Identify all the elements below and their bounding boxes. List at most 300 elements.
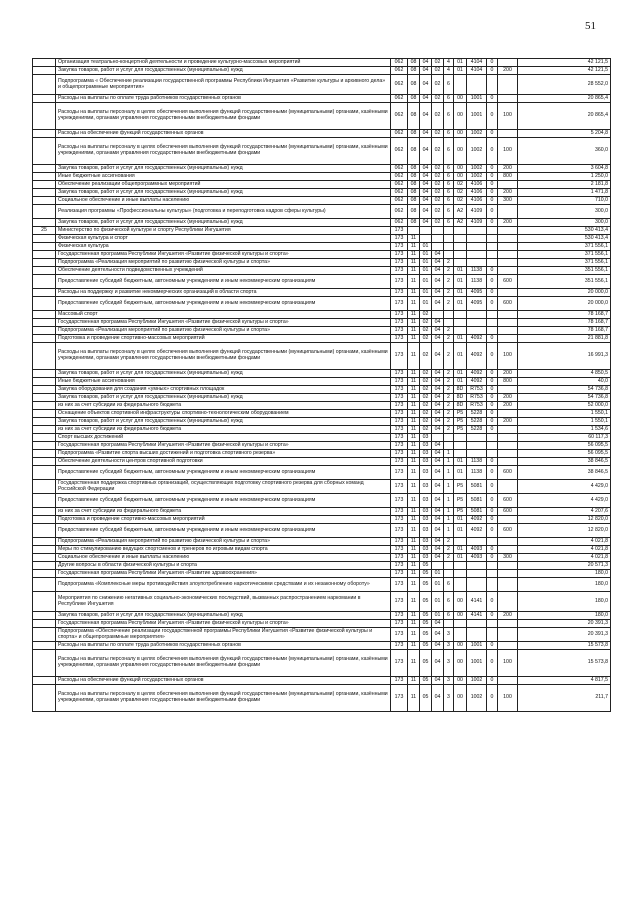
- section-code-cell: 08: [408, 75, 420, 95]
- expense-name-cell: Спорт высших достижений: [56, 434, 391, 442]
- event-code-cell: 00: [454, 173, 467, 181]
- subsection-code-cell: 05: [420, 642, 432, 650]
- subsection-code-cell: 03: [420, 508, 432, 516]
- amount-cell: 2 181,8: [518, 181, 611, 189]
- expense-name-cell: Другие вопросы в области физической культуры и спорта: [56, 562, 391, 570]
- section-code-cell: 11: [408, 538, 420, 546]
- section-code-cell: 11: [408, 628, 420, 642]
- grbs-code-cell: 173: [391, 335, 408, 343]
- direction-code-cell: [467, 628, 487, 642]
- amount-cell: 530 413,4: [518, 235, 611, 243]
- grbs-code-cell: 173: [391, 612, 408, 620]
- extra-code-cell: 0: [487, 138, 498, 165]
- section-code-cell: 11: [408, 516, 420, 524]
- amount-cell: 300,0: [518, 219, 611, 227]
- expense-name-cell: Государственная программа Республики Ингушетия «Развитие физической культуры и спорта»: [56, 620, 391, 628]
- row-number-cell: [33, 243, 56, 251]
- grbs-code-cell: 173: [391, 235, 408, 243]
- direction-code-cell: 1001: [467, 95, 487, 103]
- subsection-code-cell: 04: [420, 103, 432, 130]
- grbs-code-cell: 062: [391, 130, 408, 138]
- expense-type-cell: [498, 327, 518, 335]
- direction-code-cell: 4109: [467, 205, 487, 219]
- expense-name-cell: Меры по стимулированию ведущих спортсменов и тренеров по игровым видам спорта: [56, 546, 391, 554]
- direction-code-cell: 1002: [467, 165, 487, 173]
- section-code-cell: 11: [408, 267, 420, 275]
- section-code-cell: 08: [408, 173, 420, 181]
- table-row: [33, 197, 611, 205]
- section-code-cell: 11: [408, 508, 420, 516]
- row-number-cell: [33, 450, 56, 458]
- direction-code-cell: 4092: [467, 378, 487, 386]
- expense-type-cell: [498, 386, 518, 394]
- section-code-cell: 11: [408, 386, 420, 394]
- program-code-cell: 04: [432, 546, 444, 554]
- budget-table: [32, 58, 611, 712]
- grbs-code-cell: 173: [391, 319, 408, 327]
- expense-name-cell: Предоставление субсидий бюджетным, автономным учреждениям и иным некоммерческим организациям: [56, 524, 391, 538]
- direction-code-cell: [467, 251, 487, 259]
- grbs-code-cell: 062: [391, 189, 408, 197]
- amount-cell: 28 552,0: [518, 75, 611, 95]
- section-code-cell: 11: [408, 620, 420, 628]
- extra-code-cell: 0: [487, 650, 498, 677]
- direction-code-cell: 1138: [467, 267, 487, 275]
- amount-cell: 20 000,0: [518, 297, 611, 311]
- section-code-cell: 11: [408, 426, 420, 434]
- subsection-code-cell: 03: [420, 524, 432, 538]
- extra-code-cell: 0: [487, 103, 498, 130]
- section-code-cell: 11: [408, 251, 420, 259]
- table-row: [33, 235, 611, 243]
- event-code-cell: 00: [454, 592, 467, 612]
- grbs-code-cell: 173: [391, 289, 408, 297]
- section-code-cell: 08: [408, 138, 420, 165]
- grbs-code-cell: 173: [391, 650, 408, 677]
- grbs-code-cell: 173: [391, 259, 408, 267]
- amount-cell: 5 204,8: [518, 130, 611, 138]
- subsection-code-cell: 02: [420, 386, 432, 394]
- extra-code-cell: 0: [487, 494, 498, 508]
- program-code-cell: 02: [432, 197, 444, 205]
- row-number-cell: [33, 546, 56, 554]
- extra-code-cell: [487, 319, 498, 327]
- grbs-code-cell: 173: [391, 275, 408, 289]
- expense-name-cell: Государственная программа Республики Ингушетия «Развитие физической культуры и спорта»: [56, 442, 391, 450]
- event-code-cell: 01: [454, 289, 467, 297]
- program-code-cell: 04: [432, 343, 444, 370]
- subprogram-code-cell: 6: [444, 189, 454, 197]
- direction-code-cell: 5228: [467, 418, 487, 426]
- program-code-cell: 04: [432, 275, 444, 289]
- section-code-cell: 11: [408, 592, 420, 612]
- program-code-cell: 04: [432, 394, 444, 402]
- section-code-cell: 11: [408, 289, 420, 297]
- row-number-cell: [33, 327, 56, 335]
- extra-code-cell: 0: [487, 546, 498, 554]
- amount-cell: 78 168,7: [518, 327, 611, 335]
- section-code-cell: 11: [408, 546, 420, 554]
- direction-code-cell: 4109: [467, 219, 487, 227]
- row-number-cell: [33, 442, 56, 450]
- subprogram-code-cell: 1: [444, 458, 454, 466]
- grbs-code-cell: 173: [391, 426, 408, 434]
- expense-type-cell: [498, 546, 518, 554]
- direction-code-cell: 4106: [467, 189, 487, 197]
- direction-code-cell: 1001: [467, 650, 487, 677]
- event-code-cell: A2: [454, 205, 467, 219]
- subsection-code-cell: 02: [420, 402, 432, 410]
- program-code-cell: 04: [432, 458, 444, 466]
- direction-code-cell: [467, 434, 487, 442]
- subprogram-code-cell: 2: [444, 378, 454, 386]
- program-code-cell: 04: [432, 386, 444, 394]
- event-code-cell: 02: [454, 197, 467, 205]
- expense-name-cell: Подготовка и проведение спортивно-массовых мероприятий: [56, 516, 391, 524]
- direction-code-cell: 1001: [467, 103, 487, 130]
- expense-name-cell: Расходы на выплаты по оплате труда работников государственных органов: [56, 642, 391, 650]
- direction-code-cell: 5081: [467, 494, 487, 508]
- expense-name-cell: Массовый спорт: [56, 311, 391, 319]
- expense-type-cell: [498, 434, 518, 442]
- expense-type-cell: 600: [498, 297, 518, 311]
- subsection-code-cell: 04: [420, 130, 432, 138]
- subsection-code-cell: 03: [420, 554, 432, 562]
- expense-name-cell: Физическая культура и спорт: [56, 235, 391, 243]
- expense-type-cell: 200: [498, 67, 518, 75]
- extra-code-cell: [487, 75, 498, 95]
- subsection-code-cell: 02: [420, 378, 432, 386]
- amount-cell: 4 429,0: [518, 494, 611, 508]
- subprogram-code-cell: 2: [444, 259, 454, 267]
- program-code-cell: 04: [432, 508, 444, 516]
- expense-type-cell: 600: [498, 275, 518, 289]
- expense-type-cell: [498, 75, 518, 95]
- program-code-cell: 04: [432, 524, 444, 538]
- subsection-code-cell: 05: [420, 570, 432, 578]
- program-code-cell: 04: [432, 410, 444, 418]
- grbs-code-cell: 173: [391, 578, 408, 592]
- row-number-cell: [33, 103, 56, 130]
- event-code-cell: 02: [454, 189, 467, 197]
- expense-type-cell: [498, 628, 518, 642]
- program-code-cell: [432, 311, 444, 319]
- subprogram-code-cell: 6: [444, 103, 454, 130]
- direction-code-cell: [467, 450, 487, 458]
- section-code-cell: 11: [408, 335, 420, 343]
- grbs-code-cell: 173: [391, 494, 408, 508]
- subsection-code-cell: 03: [420, 466, 432, 480]
- subsection-code-cell: 02: [420, 343, 432, 370]
- subprogram-code-cell: [444, 243, 454, 251]
- row-number-cell: [33, 642, 56, 650]
- subsection-code-cell: 02: [420, 410, 432, 418]
- program-code-cell: 04: [432, 319, 444, 327]
- subsection-code-cell: [420, 227, 432, 235]
- section-code-cell: 11: [408, 685, 420, 712]
- row-number-cell: [33, 197, 56, 205]
- subsection-code-cell: 04: [420, 75, 432, 95]
- subsection-code-cell: 04: [420, 59, 432, 67]
- expense-name-cell: Реализация программы «Профессиональны культуры» (подготовка и переподготовка кадров сферы культуры): [56, 205, 391, 219]
- subsection-code-cell: 02: [420, 335, 432, 343]
- direction-code-cell: 5081: [467, 480, 487, 494]
- program-code-cell: 04: [432, 327, 444, 335]
- expense-name-cell: Подпрограмма «Реализация мероприятий по развитию физической культуры и спорта»: [56, 538, 391, 546]
- expense-type-cell: 100: [498, 685, 518, 712]
- program-code-cell: 04: [432, 494, 444, 508]
- expense-type-cell: [498, 243, 518, 251]
- expense-name-cell: Предоставление субсидий бюджетным, автономным учреждениям и иным некоммерческим организациям: [56, 297, 391, 311]
- expense-type-cell: [498, 181, 518, 189]
- subprogram-code-cell: 2: [444, 297, 454, 311]
- expense-name-cell: Закупка товаров, работ и услуг для государственных (муниципальных) нужд: [56, 189, 391, 197]
- table-row: [33, 243, 611, 251]
- direction-code-cell: [467, 259, 487, 267]
- amount-cell: 60 117,3: [518, 434, 611, 442]
- event-code-cell: P5: [454, 508, 467, 516]
- expense-type-cell: 200: [498, 394, 518, 402]
- extra-code-cell: 0: [487, 335, 498, 343]
- subprogram-code-cell: 6: [444, 205, 454, 219]
- section-code-cell: 08: [408, 67, 420, 75]
- expense-type-cell: [498, 289, 518, 297]
- extra-code-cell: 0: [487, 289, 498, 297]
- direction-code-cell: [467, 235, 487, 243]
- subsection-code-cell: 03: [420, 494, 432, 508]
- amount-cell: 21 881,8: [518, 335, 611, 343]
- expense-name-cell: Закупка товаров, работ и услуг для государственных (муниципальных) нужд: [56, 219, 391, 227]
- extra-code-cell: 0: [487, 95, 498, 103]
- budget-table-body: [33, 59, 611, 712]
- event-code-cell: [454, 450, 467, 458]
- table-row: [33, 343, 611, 370]
- program-code-cell: [432, 235, 444, 243]
- section-code-cell: 11: [408, 494, 420, 508]
- grbs-code-cell: 173: [391, 516, 408, 524]
- expense-type-cell: 600: [498, 494, 518, 508]
- program-code-cell: 04: [432, 685, 444, 712]
- amount-cell: 180,0: [518, 592, 611, 612]
- program-code-cell: [432, 434, 444, 442]
- event-code-cell: 00: [454, 95, 467, 103]
- program-code-cell: 02: [432, 219, 444, 227]
- amount-cell: 38 846,5: [518, 458, 611, 466]
- extra-code-cell: [487, 562, 498, 570]
- amount-cell: 12 820,0: [518, 516, 611, 524]
- section-code-cell: 11: [408, 612, 420, 620]
- grbs-code-cell: 173: [391, 450, 408, 458]
- program-code-cell: 04: [432, 259, 444, 267]
- extra-code-cell: 0: [487, 219, 498, 227]
- section-code-cell: 11: [408, 327, 420, 335]
- expense-type-cell: [498, 642, 518, 650]
- event-code-cell: 01: [454, 378, 467, 386]
- section-code-cell: 11: [408, 394, 420, 402]
- table-row: [33, 516, 611, 524]
- table-row: [33, 426, 611, 434]
- subprogram-code-cell: 6: [444, 181, 454, 189]
- subprogram-code-cell: [444, 251, 454, 259]
- event-code-cell: 01: [454, 335, 467, 343]
- event-code-cell: [454, 562, 467, 570]
- expense-name-cell: из них за счет субсидии из федерального бюджета: [56, 426, 391, 434]
- event-code-cell: 01: [454, 524, 467, 538]
- expense-type-cell: 200: [498, 189, 518, 197]
- table-row: [33, 554, 611, 562]
- amount-cell: 15 573,8: [518, 642, 611, 650]
- table-row: [33, 685, 611, 712]
- expense-name-cell: Государственная программа Республики Ингушетия «Развитие физической культуры и спорта»: [56, 251, 391, 259]
- subprogram-code-cell: 2: [444, 343, 454, 370]
- subsection-code-cell: 04: [420, 197, 432, 205]
- row-number-cell: [33, 181, 56, 189]
- expense-type-cell: 100: [498, 103, 518, 130]
- grbs-code-cell: 173: [391, 251, 408, 259]
- event-code-cell: 8D: [454, 402, 467, 410]
- expense-name-cell: Закупка товаров, работ и услуг для государственных (муниципальных) нужд: [56, 165, 391, 173]
- direction-code-cell: [467, 578, 487, 592]
- amount-cell: 1 550,1: [518, 410, 611, 418]
- program-code-cell: 04: [432, 289, 444, 297]
- amount-cell: 371 556,1: [518, 243, 611, 251]
- grbs-code-cell: 062: [391, 103, 408, 130]
- grbs-code-cell: 173: [391, 243, 408, 251]
- extra-code-cell: 0: [487, 516, 498, 524]
- row-number-cell: [33, 219, 56, 227]
- expense-type-cell: [498, 259, 518, 267]
- subprogram-code-cell: 2: [444, 386, 454, 394]
- amount-cell: 20 865,4: [518, 95, 611, 103]
- extra-code-cell: [487, 442, 498, 450]
- expense-name-cell: Подготовка и проведение спортивно-массовых мероприятий: [56, 335, 391, 343]
- subsection-code-cell: [420, 235, 432, 243]
- direction-code-cell: 1002: [467, 685, 487, 712]
- amount-cell: 42 121,5: [518, 59, 611, 67]
- grbs-code-cell: 173: [391, 677, 408, 685]
- expense-type-cell: 200: [498, 402, 518, 410]
- grbs-code-cell: 173: [391, 546, 408, 554]
- section-code-cell: 08: [408, 205, 420, 219]
- subprogram-code-cell: 6: [444, 95, 454, 103]
- expense-type-cell: 200: [498, 612, 518, 620]
- expense-type-cell: 300: [498, 554, 518, 562]
- amount-cell: 710,0: [518, 197, 611, 205]
- row-number-cell: 25: [33, 227, 56, 235]
- expense-type-cell: [498, 267, 518, 275]
- row-number-cell: [33, 319, 56, 327]
- row-number-cell: [33, 524, 56, 538]
- expense-type-cell: [498, 538, 518, 546]
- direction-code-cell: 5228: [467, 426, 487, 434]
- event-code-cell: 00: [454, 677, 467, 685]
- subprogram-code-cell: 2: [444, 418, 454, 426]
- table-row: [33, 524, 611, 538]
- extra-code-cell: 0: [487, 297, 498, 311]
- extra-code-cell: 0: [487, 418, 498, 426]
- expense-name-cell: Министерство по физической культуре и спорту Республики Ингушетия: [56, 227, 391, 235]
- table-row: [33, 67, 611, 75]
- expense-type-cell: [498, 335, 518, 343]
- event-code-cell: 01: [454, 516, 467, 524]
- section-code-cell: 08: [408, 95, 420, 103]
- subprogram-code-cell: 2: [444, 267, 454, 275]
- section-code-cell: 08: [408, 103, 420, 130]
- subsection-code-cell: 05: [420, 612, 432, 620]
- table-row: [33, 642, 611, 650]
- expense-type-cell: [498, 205, 518, 219]
- row-number-cell: [33, 130, 56, 138]
- section-code-cell: 08: [408, 197, 420, 205]
- amount-cell: 4 429,0: [518, 480, 611, 494]
- extra-code-cell: [487, 578, 498, 592]
- amount-cell: 300,0: [518, 205, 611, 219]
- direction-code-cell: 1138: [467, 275, 487, 289]
- row-number-cell: [33, 378, 56, 386]
- expense-name-cell: Обеспечение реализации общепрограммных мероприятий: [56, 181, 391, 189]
- program-code-cell: 01: [432, 578, 444, 592]
- program-code-cell: 04: [432, 442, 444, 450]
- event-code-cell: 00: [454, 138, 467, 165]
- row-number-cell: [33, 173, 56, 181]
- expense-name-cell: Расходы на выплаты персоналу в целях обеспечения выполнения функций государственными (муниципальными) органами, казёнными учреждениями, органами управления государственными внебюджетными фондами: [56, 138, 391, 165]
- program-code-cell: 02: [432, 75, 444, 95]
- expense-type-cell: 100: [498, 650, 518, 677]
- grbs-code-cell: 173: [391, 538, 408, 546]
- expense-name-cell: Расходы на выплаты персоналу в целях обеспечения выполнения функций государственными (муниципальными) органами, казёнными учреждениями, органами управления государственными внебюджетными фондами: [56, 343, 391, 370]
- program-code-cell: 02: [432, 173, 444, 181]
- row-number-cell: [33, 538, 56, 546]
- row-number-cell: [33, 259, 56, 267]
- subsection-code-cell: 04: [420, 173, 432, 181]
- subsection-code-cell: 01: [420, 267, 432, 275]
- row-number-cell: [33, 677, 56, 685]
- event-code-cell: 01: [454, 546, 467, 554]
- event-code-cell: 01: [454, 466, 467, 480]
- amount-cell: 1 471,8: [518, 189, 611, 197]
- subsection-code-cell: 01: [420, 259, 432, 267]
- grbs-code-cell: 173: [391, 370, 408, 378]
- direction-code-cell: [467, 243, 487, 251]
- subprogram-code-cell: 4: [444, 59, 454, 67]
- subsection-code-cell: 03: [420, 546, 432, 554]
- direction-code-cell: 4093: [467, 554, 487, 562]
- section-code-cell: 11: [408, 418, 420, 426]
- table-row: [33, 450, 611, 458]
- expense-type-cell: [498, 578, 518, 592]
- table-row: [33, 538, 611, 546]
- expense-type-cell: [498, 677, 518, 685]
- grbs-code-cell: 173: [391, 592, 408, 612]
- direction-code-cell: 5228: [467, 410, 487, 418]
- subsection-code-cell: 05: [420, 685, 432, 712]
- extra-code-cell: 0: [487, 612, 498, 620]
- row-number-cell: [33, 251, 56, 259]
- subsection-code-cell: 04: [420, 95, 432, 103]
- expense-name-cell: из них за счет субсидии из федерального бюджета: [56, 508, 391, 516]
- subsection-code-cell: 02: [420, 319, 432, 327]
- subsection-code-cell: 04: [420, 189, 432, 197]
- grbs-code-cell: 173: [391, 267, 408, 275]
- grbs-code-cell: 173: [391, 466, 408, 480]
- row-number-cell: [33, 75, 56, 95]
- amount-cell: 56 095,5: [518, 450, 611, 458]
- grbs-code-cell: 173: [391, 458, 408, 466]
- subprogram-code-cell: [444, 235, 454, 243]
- row-number-cell: [33, 628, 56, 642]
- subprogram-code-cell: 1: [444, 508, 454, 516]
- amount-cell: 20 000,0: [518, 289, 611, 297]
